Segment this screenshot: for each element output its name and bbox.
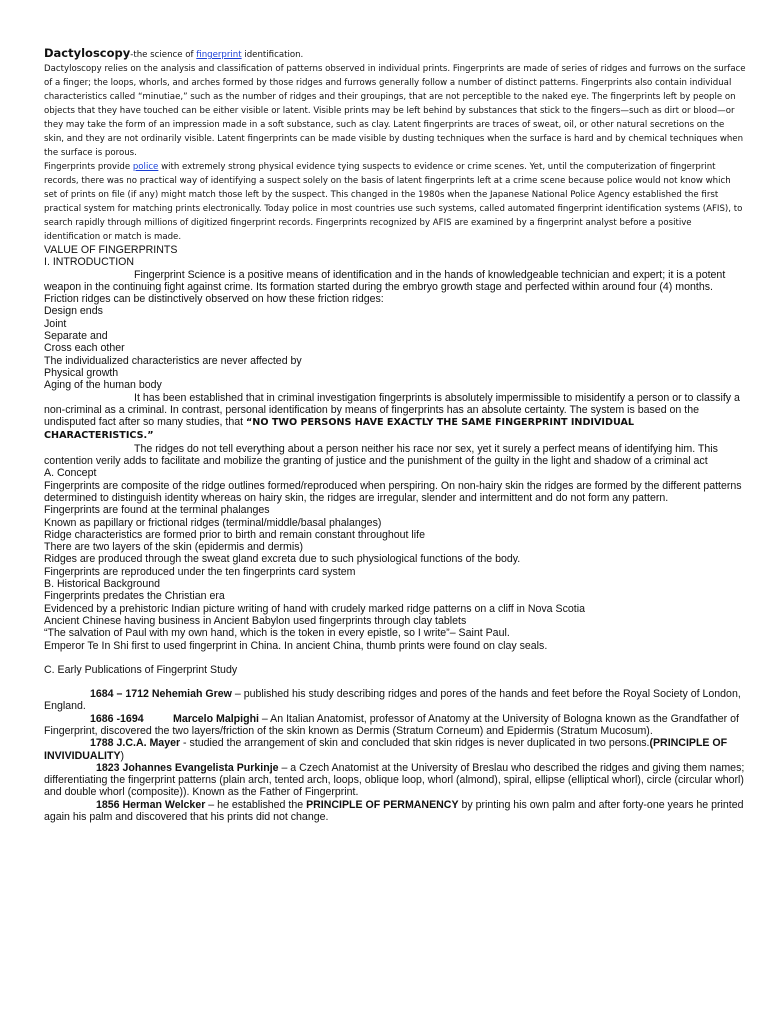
police-link[interactable]: police [132,162,159,172]
police-paragraph: Fingerprints provide police with extremely strong physical evidence tying suspects to evidence or crime scenes. Yet, until the computerization of fingerprint records, there was no practical way of identifying a suspect solely on the basis of latent fingerprints left at a crime scene because police would not know which set of prints on file (if any) might match those left by the suspect. This changed in the 1980s when the Japanese National Police Agency established the first practical system for matching prints electronically. Today police in most countries use such systems, called automated fingerprint identification systems (AFIS), to search rapidly through millions of digitized fingerprint records. Fingerprints recognized by AFIS are examined by a fingerprint analyst before a positive identification or match is made. [44,162,743,242]
intro-section [44,0,746,244]
title-line: Dactyloscopy-the science of fingerprint identification. [44,46,304,60]
intro-paragraph: Dactyloscopy relies on the analysis and classification of patterns observed in individual prints. Fingerprints are made of series of ridges and furrows on the surface of a finger; the loops, whorls, and arches formed by those ridges and furrows generally follow a number of distinct patterns. Fingerprints also contain individual characteristics called “minutiae,” such as the number of ridges and their groupings, that are not perceptible to the naked eye. The fingerprints left by people on objects that they have touched can be either visible or latent. Visible prints may be left behind by substances that stick to the fingers—such as dirt or blood—or they may take the form of an impression made in a soft substance, such as clay. Latent fingerprints are traces of sweat, oil, or other natural secretions on the skin, and they are not ordinarily visible. Latent fingerprints can be made visible by dusting techniques when the surface is hard and by chemical techniques when the surface is porous. [44,64,746,158]
list-item: Ridge characteristics are formed prior to birth and remain constant throughout life [44,528,425,541]
list-item: The individualized characteristics are never affected by [44,354,302,367]
history-heading: B. Historical Background [44,578,160,591]
publication-entry: 1684 – 1712 Nehemiah Grew – published his study describing ridges and pores of the hands and feet before the Royal Society of London, England. [44,688,741,713]
concept-paragraph: Fingerprints are composite of the ridge outlines formed/reproduced when perspiring. On non-hairy skin the ridges are formed by the different patterns determined to distinguish identity whereas on hairy skin, the ridges are irregular, slender and intermittent and do not form any pattern. [44,479,742,504]
list-item: Design ends [44,305,103,318]
ridge-list [44,305,746,391]
principle-quote: “NO TWO PERSONS HAVE EXACTLY THE SAME FINGERPRINT INDIVIDUAL CHARACTERISTICS.” [44,417,634,442]
list-item: Physical growth [44,366,119,379]
history-list [44,590,746,651]
list-item: Evidenced by a prehistoric Indian picture writing of hand with crudely marked ridge patterns on a cliff in Nova Scotia [44,602,585,615]
introduction-paragraph: Fingerprint Science is a positive means of identification and in the hands of knowledgeable technician and expert; it is a potent weapon in the continuing fight against crime. Its formation started during the embryo growth stage and perfected within around four (4) months. Friction ridges can be distinctively observed on how these friction ridges: [44,268,726,306]
list-item: “The salvation of Paul with my own hand, which is the token in every epistle, so I write”– Saint Paul. [44,627,510,640]
introduction-heading: I. INTRODUCTION [44,256,135,269]
fingerprint-link[interactable]: fingerprint [196,50,242,60]
document-title: Dactyloscopy [44,46,131,60]
publication-entry: 1823 Johannes Evangelista Purkinje – a Czech Anatomist at the University of Breslau who described the ridges and giving them names; differentiating the fingerprint patterns (plain arch, tented arch, loops, oblique loop, whorl (almond), spiral, ellipse (elliptical whorl), circle (circular whorl) and double whorl (composite)). Known as the Father of Fingerprint. [44,761,745,799]
list-item: Fingerprints predates the Christian era [44,590,225,603]
list-item: There are two layers of the skin (epidermis and dermis) [44,541,304,554]
list-item: Fingerprints are found at the terminal phalanges [44,504,270,517]
list-item: Separate and [44,330,108,343]
list-item: Emperor Te In Shi first to used fingerprint in China. In ancient China, thumb prints were found on clay seals. [44,639,548,652]
publication-entry: 1686 -1694 Marcelo Malpighi – An Italian Anatomist, professor of Anatomy at the University of Bologna known as the Grandfather of Fingerprint, discovered the two layers/friction of the skin known as Dermis (Stratum Corneum) and Epidermis (Stratum Mucosum). [44,712,742,737]
certainty-paragraph: It has been established that in criminal investigation fingerprints is absolutely impermissible to misidentify a person or to classify a non-criminal as a criminal. In contrast, personal identification by means of fingerprints has an absolute certainty. The system is based on the undisputed fact after so many studies, that “NO TWO PERSONS HAVE EXACTLY THE SAME FINGERPRINT INDIVIDUAL CHARACTERISTICS.” [44,391,740,442]
list-item: Joint [44,317,67,330]
section-heading: VALUE OF FINGERPRINTS [44,244,178,256]
publication-entry: 1856 Herman Welcker – he established the PRINCIPLE OF PERMANENCY by printing his own palm and after forty-one years he printed again his palm and discovered that his prints did not change. [44,798,744,824]
publication-entry: 1788 J.C.A. Mayer - studied the arrangement of skin and concluded that skin ridges is never duplicated in two persons.(PRINCIPLE OF INVIVIDUALITY) [44,737,728,762]
value-section [44,244,746,823]
publications-heading: C. Early Publications of Fingerprint Study [44,663,238,676]
list-item: Ancient Chinese having business in Ancient Babylon used fingerprints through clay tablets [44,614,467,627]
concept-list [44,504,746,578]
list-item: Fingerprints are reproduced under the ten fingerprints card system [44,565,356,578]
concept-heading: A. Concept [44,467,97,480]
list-item: Ridges are produced through the sweat gland excreta due to such physiological functions of the body. [44,553,521,566]
ridges-paragraph: The ridges do not tell everything about a person neither his race nor sex, yet it surely a perfect means of identifying him. This contention verily adds to facilitate and mobilize the granting of justice and the punishment of the guilty in the light and shadow of a criminal act [44,442,718,468]
list-item: Aging of the human body [44,379,162,392]
list-item: Cross each other [44,342,125,355]
list-item: Known as papillary or frictional ridges (terminal/middle/basal phalanges) [44,516,382,529]
